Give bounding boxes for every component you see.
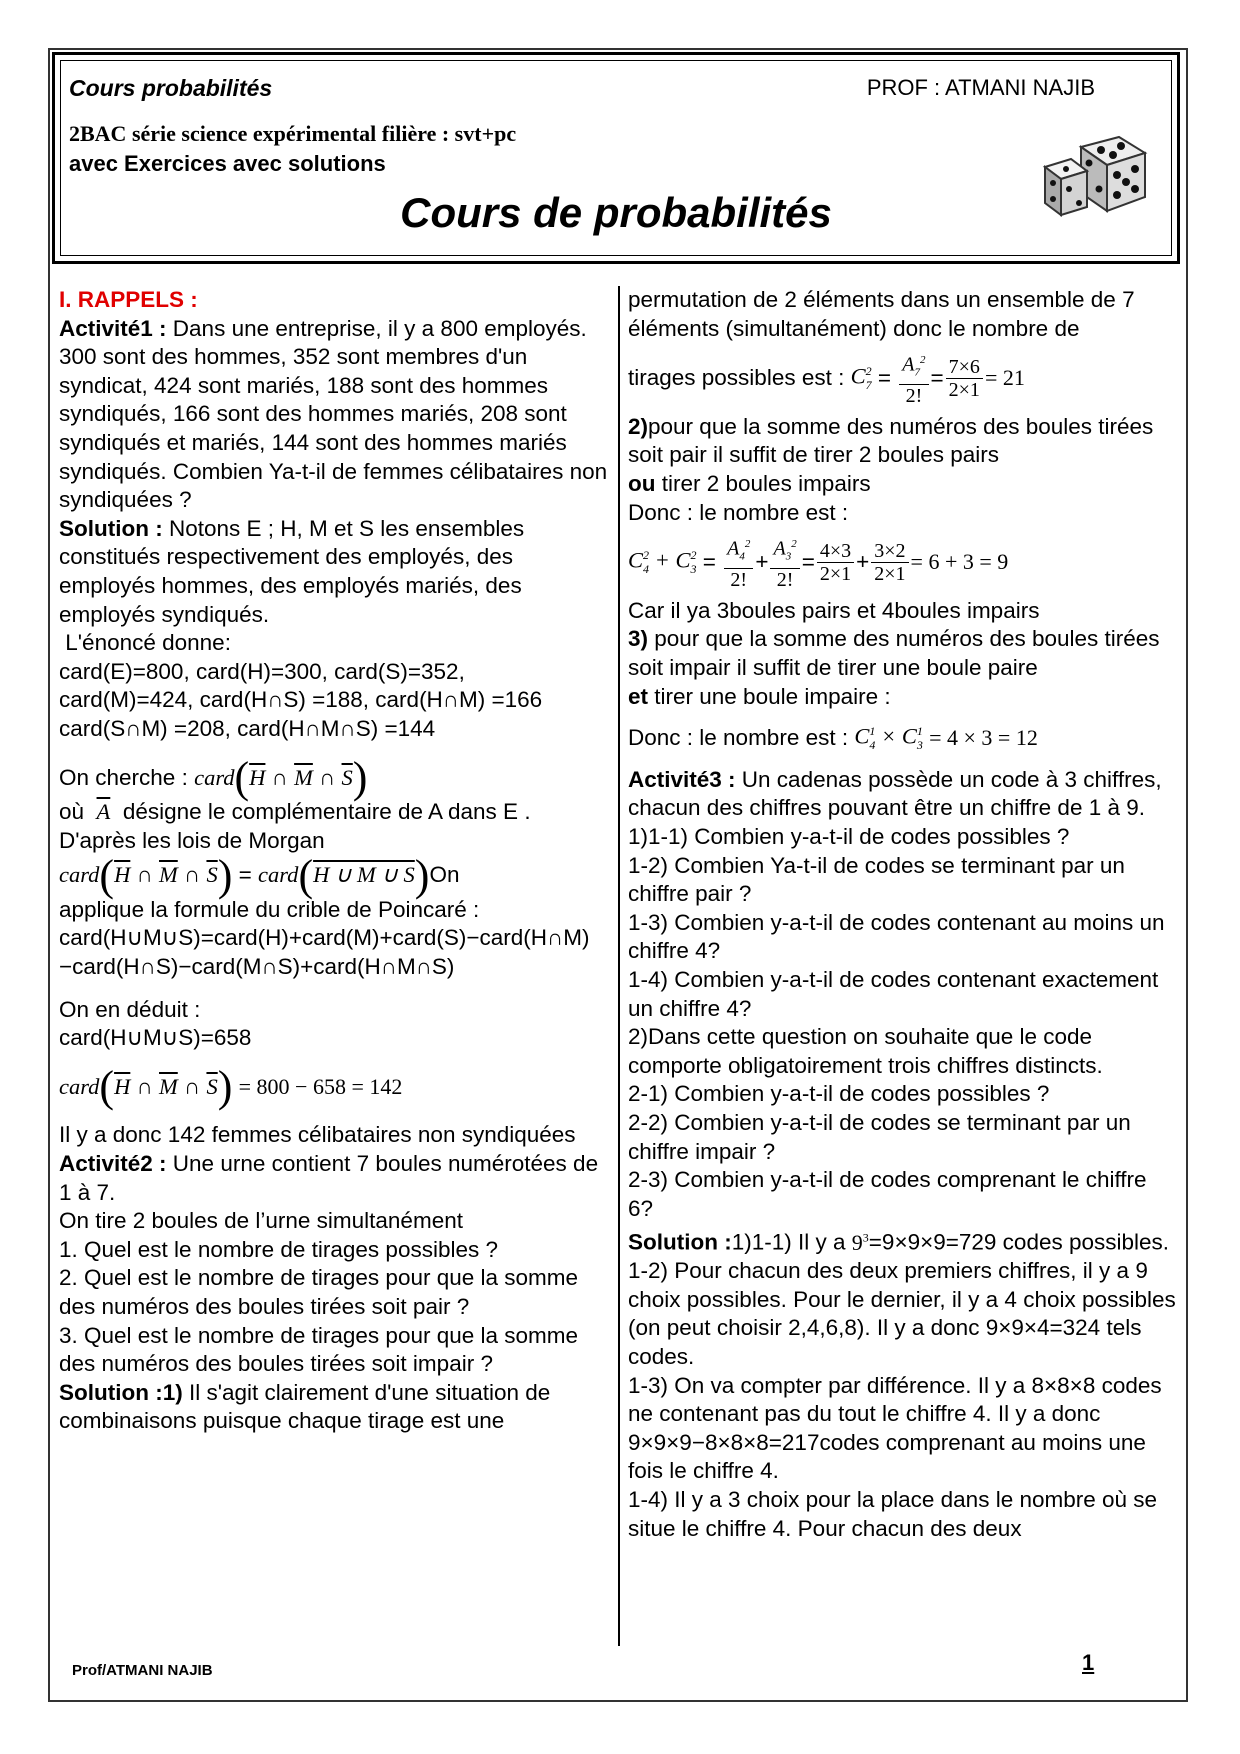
prof-label: PROF : ATMANI NAJIB [866,75,1095,100]
math-A: $\overline{A}$ [96,799,111,825]
s13: 1-3) On va compter par différence. Il y a 8×8×8 codes ne contenant pas du tout le chiffre 4. Il y a donc 9×9×9−8×8×8=217codes comprenant au moins une fois le chiffre 4. [628,1372,1162,1484]
part3 [628,625,1176,682]
solution1-text: Notons E ; H, M et S les ensembles constitués respectivement des employés, des employés hommes, des employés mariés, des employés syndiqués. [59,515,525,627]
et-bold: et [628,683,649,709]
part3-formula: Donc : le nombre est : $C_4^1 \times C_3^1$ = 4 × 3 = 12 [628,723,1038,753]
activity3-label: Activité3 : [628,766,736,792]
conclusion: Il y a donc 142 femmes célibataires non syndiquées [59,1122,576,1148]
card-line-1: card(E)=800, card(H)=300, card(S)=352, [59,658,465,684]
q12: 1-2) Combien Ya-t-il de codes se terminant par un chiffre pair ? [628,852,1125,907]
ou-text2: tirer 2 boules impairs [655,471,871,497]
activity3 [628,766,1176,823]
enonce-line: L'énoncé donne: [59,630,231,656]
level-label: 2BAC série science expérimental filière : svt+pc [69,121,517,146]
tirages-label: tirages possibles est : [628,364,845,390]
part3-label: 3) [628,626,649,652]
course-label: Cours probabilités [69,75,273,101]
on-word: On [429,862,460,888]
part2-label: 2) [628,413,649,439]
column-separator [618,286,620,1646]
q22: 2-2) Combien y-a-t-il de codes se terminant par un chiffre impair ? [628,1109,1131,1164]
part2-text: pour que la somme des numéros des boules tirées soit pair il suffit de tirer 2 boules pairs [628,413,1154,468]
solution2-label: Solution :1) [59,1379,183,1405]
solution3-label: Solution : [628,1229,732,1255]
s12: 1-2) Pour chacun des deux premiers chiffres, il y a 9 choix possibles. Pour le dernier, il y a 4 choix possibles (on peut choisir 2,4,6,8). Il y a donc 9×9×4=324 tels codes. [628,1258,1176,1370]
result-eq: = 800 − 658 = 142 [238,1073,403,1099]
solution2 [59,1379,611,1436]
math-S: $\overline{S}$ [341,764,353,790]
cherche-line: On cherche : card ( $\overline{H}$ ∩ $\overline{M}$ ∩ $\overline{S}$ ) [59,752,368,802]
a-symbol: A [902,353,915,376]
q13: 1-3) Combien y-a-t-il de codes contenant au moins un chiffre 4? [628,909,1165,964]
card-line-3: card(S∩M) =208, card(H∩M∩S) =144 [59,715,436,741]
left-column [59,286,611,1436]
q14: 1-4) Combien y-a-t-il de codes contenant exactement un chiffre 4? [628,967,1159,1021]
page-number: 1 [1082,1650,1095,1675]
frac-num2: 7×6 [946,356,983,379]
solution1-label: Solution : [59,515,163,541]
result-21: = 21 [984,364,1025,390]
activity2-q1: 1. Quel est le nombre de tirages possibles ? [59,1236,498,1262]
crible-formula: card(H∪M∪S)=card(H)+card(M)+card(S)−card(H∩M)−card(H∩S)−card(M∩S)+card(H∩M∩S) [59,925,590,980]
result-12: = 4 × 3 = 12 [929,725,1038,751]
subtitle-label: avec Exercices avec solutions [69,151,386,176]
math-card: card [194,764,235,790]
activity3-text: Un cadenas possède un code à 3 chiffres, chacun des chiffres pouvant être un chiffre de 1 à 9. [628,766,1162,821]
activity2-text: Une urne contient 7 boules numérotées de 1 à 7. [59,1151,599,1205]
page-title: Cours de probabilités [400,189,832,236]
frac-den2: 2×1 [948,378,980,401]
morgan-formula: card ( $\overline{H}$ ∩ $\overline{M}$ ∩ $\overline{S}$ ) = card ( H ∪ M ∪ S ) On [59,850,460,900]
header-box [52,52,1180,264]
morgan-line: D'après les lois de Morgan [59,827,325,853]
right-column [628,286,1176,1543]
section-title: I. RAPPELS : [59,287,198,312]
crible-line: applique la formule du crible de Poincaré : [59,896,480,922]
q23: 2-3) Combien y-a-t-il de codes comprenant le chiffre 6? [628,1167,1147,1221]
result-9: = 6 + 3 = 9 [910,548,1009,574]
solution3-b: =9×9×9=729 codes possibles. [868,1229,1170,1255]
ou-text: désigne le complémentaire de A dans E . [122,799,531,825]
deduit-line: On en déduit : [59,996,201,1022]
part2-ou [628,470,1176,499]
ou-line [59,798,611,827]
activity2-label: Activité2 : [59,1151,167,1177]
solution3: Solution :1)1-1) Il y a $9^3=9\times 9\times 9=729$ codes possibles. [628,1229,1170,1255]
q2: 2)Dans cette question on souhaite que le code comporte obligatoirement trois chiffres distincts. [628,1024,1103,1078]
pow-base: 9 [851,1229,863,1255]
math-M: $\overline{M}$ [294,764,313,790]
card-line-2: card(M)=424, card(H∩S) =188, card(H∩M) =166 [59,687,543,713]
ou-word: où [59,799,85,825]
frac-den: 2! [905,384,923,407]
s14: 1-4) Il y a 3 choix pour la place dans le nombre où se situe le chiffre 4. Pour chacun des deux [628,1487,1158,1541]
part3-text: pour que la somme des numéros des boules tirées soit impair il suffit de tirer une boule paire [628,626,1160,681]
q11: 1)1-1) Combien y-a-t-il de codes possibles ? [628,824,1070,850]
tirages-line: tirages possibles est : $C_7^2$ = $\frac{A_7^2}{2!}$ = $\frac{7\times 6}{2\times 1}$ = 21 [628,349,1176,407]
activity2-line2: On tire 2 boules de l’urne simultanément [59,1208,463,1234]
cherche-label: On cherche : [59,764,188,790]
q21: 2-1) Combien y-a-t-il de codes possibles ? [628,1081,1050,1107]
right-intro: permutation de 2 éléments dans un ensemble de 7 éléments (simultanément) donc le nombre de [628,287,1135,341]
solution3-a: 1)1-1) Il y a [731,1229,846,1255]
activity1-label: Activité1 : [59,315,167,341]
activity2-q2: 2. Quel est le nombre de tirages pour que la somme des numéros des boules tirées soit pair ? [59,1265,579,1319]
footer-author: Prof/ATMANI NAJIB [72,1662,213,1679]
part3-donc: Donc : le nombre est : [628,725,849,751]
part2-donc: Donc : le nombre est : [628,499,849,525]
deduit-value: card(H∪M∪S)=658 [59,1025,252,1051]
solution1 [59,515,611,629]
part2-car: Car il ya 3boules pairs et 4boules impairs [628,597,1040,623]
math-H: $\overline{H}$ [249,764,266,790]
activity2-q3: 3. Quel est le nombre de tirages pour que la somme des numéros des boules tirées soit impair ? [59,1322,579,1377]
part3-et [628,683,1176,712]
dice-icon [1041,119,1151,219]
part2 [628,413,1176,470]
activity1-text: Dans une entreprise, il y a 800 employés. 300 sont des hommes, 352 sont membres d'un syndicat, 424 sont mariés, 188 sont des hommes syndiqués, 166 sont des hommes mariés, 208 sont syndiqués et mariés, 144 sont des hommes mariés syndiqués. Combien Ya-t-il de femmes célibataires non syndiquées ? [59,315,608,513]
part2-formula: $C_4^2 + C_3^2$ = $\frac{A_4^2}{2!}$ + $\frac{A_3^2}{2!}$ = $\frac{4\times 3}{2\times 1}$ + $\frac{3\times 2}{2\times 1}$ = 6 + 3 = 9 [628,533,1176,591]
ou-bold: ou [628,471,656,497]
activity2 [59,1150,611,1207]
c-symbol: C [850,363,866,389]
activity1 [59,315,611,515]
header-inner [60,60,1172,256]
solution2-text: Il s'agit clairement d'une situation de combinaisons puisque chaque tirage est une [59,1379,551,1434]
result-formula: card ( $\overline{H}$ ∩ $\overline{M}$ ∩ $\overline{S}$ ) = 800 − 658 = 142 [59,1062,403,1112]
et-text: tirer une boule impaire : [648,683,891,709]
